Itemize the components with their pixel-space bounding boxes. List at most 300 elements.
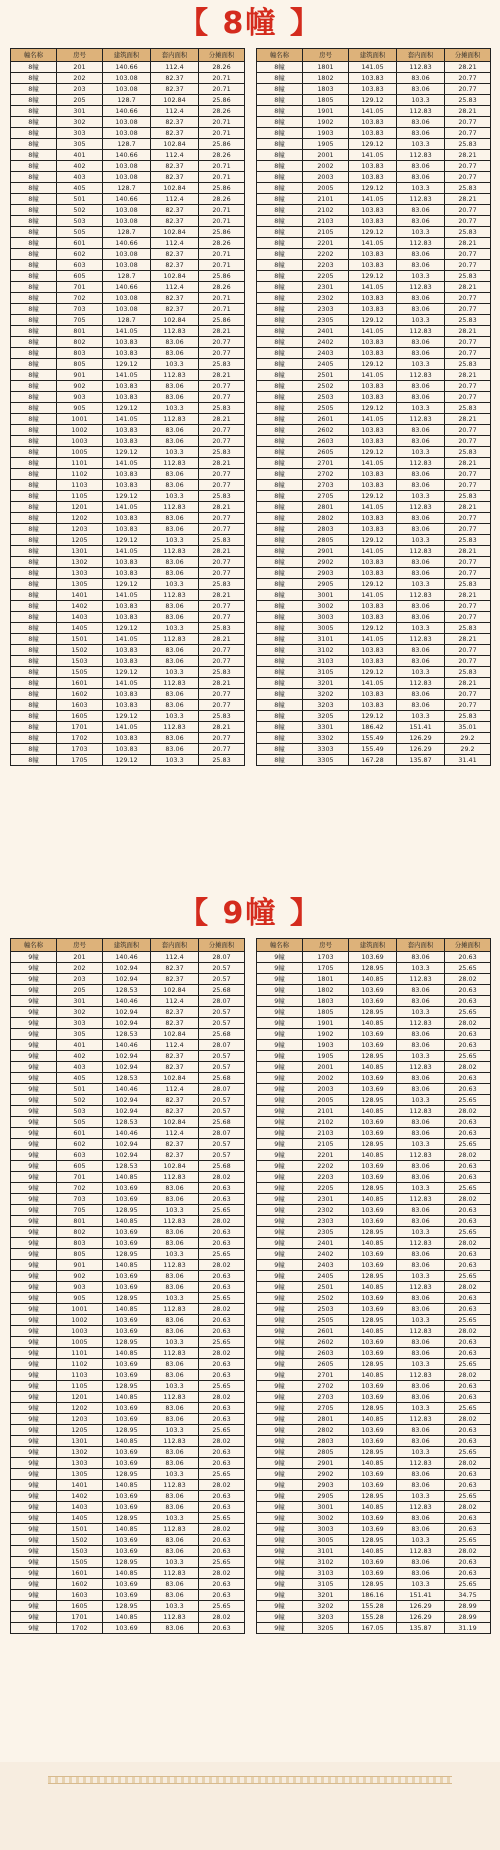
table-cell: 83.06 bbox=[397, 1348, 445, 1359]
table-cell: 126.29 bbox=[397, 1601, 445, 1612]
table-cell: 28.07 bbox=[199, 1040, 245, 1051]
table-cell: 128.95 bbox=[349, 1491, 397, 1502]
table-cell: 8幢 bbox=[11, 293, 57, 304]
table-cell: 8幢 bbox=[11, 568, 57, 579]
table-cell: 103.69 bbox=[349, 1073, 397, 1084]
table-cell: 103.3 bbox=[151, 1293, 199, 1304]
table-cell: 103.83 bbox=[103, 656, 151, 667]
table-cell: 205 bbox=[57, 985, 103, 996]
column-header: 套内面积 bbox=[151, 939, 199, 952]
table-row bbox=[11, 1282, 245, 1293]
table-cell: 2705 bbox=[303, 491, 349, 502]
table-cell: 8幢 bbox=[11, 502, 57, 513]
table-cell: 2405 bbox=[303, 359, 349, 370]
table-cell: 20.77 bbox=[199, 469, 245, 480]
table-cell: 8幢 bbox=[11, 227, 57, 238]
table-row bbox=[257, 1612, 491, 1623]
table-cell: 1703 bbox=[303, 952, 349, 963]
table-row bbox=[11, 1546, 245, 1557]
table-cell: 1303 bbox=[57, 1458, 103, 1469]
table-cell: 140.66 bbox=[103, 150, 151, 161]
table-cell: 8幢 bbox=[257, 392, 303, 403]
table-row bbox=[11, 700, 245, 711]
table-row bbox=[257, 1117, 491, 1128]
table-row bbox=[257, 513, 491, 524]
table-cell: 28.07 bbox=[199, 996, 245, 1007]
table-row bbox=[11, 1194, 245, 1205]
table-cell: 103.69 bbox=[103, 1227, 151, 1238]
table-cell: 9幢 bbox=[11, 1139, 57, 1150]
table-cell: 1402 bbox=[57, 1491, 103, 1502]
table-cell: 112.83 bbox=[151, 1216, 199, 1227]
table-cell: 112.83 bbox=[397, 1062, 445, 1073]
table-cell: 83.06 bbox=[397, 524, 445, 535]
table-cell: 103.3 bbox=[397, 227, 445, 238]
table-cell: 8幢 bbox=[257, 667, 303, 678]
table-cell: 112.83 bbox=[151, 326, 199, 337]
table-cell: 103.69 bbox=[103, 1403, 151, 1414]
table-cell: 103.69 bbox=[349, 1205, 397, 1216]
table-cell: 9幢 bbox=[257, 1403, 303, 1414]
table-row bbox=[11, 1293, 245, 1304]
table-row bbox=[257, 1535, 491, 1546]
table-cell: 20.63 bbox=[199, 1535, 245, 1546]
table-cell: 20.63 bbox=[445, 1029, 491, 1040]
table-cell: 3003 bbox=[303, 1524, 349, 1535]
table-row bbox=[11, 1304, 245, 1315]
table-cell: 103.69 bbox=[103, 1414, 151, 1425]
table-cell: 20.63 bbox=[199, 1282, 245, 1293]
table-cell: 401 bbox=[57, 1040, 103, 1051]
table-cell: 112.4 bbox=[151, 282, 199, 293]
table-cell: 9幢 bbox=[257, 1392, 303, 1403]
table-cell: 112.83 bbox=[397, 150, 445, 161]
table-cell: 25.83 bbox=[445, 535, 491, 546]
table-cell: 403 bbox=[57, 1062, 103, 1073]
table-row bbox=[11, 711, 245, 722]
table-cell: 20.63 bbox=[199, 1271, 245, 1282]
table-cell: 128.53 bbox=[103, 1161, 151, 1172]
table-row bbox=[11, 1590, 245, 1601]
table-cell: 103.3 bbox=[151, 667, 199, 678]
table-cell: 83.06 bbox=[151, 381, 199, 392]
table-cell: 82.37 bbox=[151, 963, 199, 974]
table-row bbox=[257, 996, 491, 1007]
table-cell: 9幢 bbox=[257, 1414, 303, 1425]
table-cell: 155.49 bbox=[349, 733, 397, 744]
table-cell: 83.06 bbox=[397, 1260, 445, 1271]
table-cell: 8幢 bbox=[11, 678, 57, 689]
table-row bbox=[11, 1447, 245, 1458]
table-cell: 8幢 bbox=[257, 249, 303, 260]
table-cell: 25.83 bbox=[445, 403, 491, 414]
table-cell: 25.65 bbox=[445, 1315, 491, 1326]
table-row bbox=[11, 1205, 245, 1216]
table-cell: 103.08 bbox=[103, 73, 151, 84]
table-cell: 102.84 bbox=[151, 271, 199, 282]
table-cell: 83.06 bbox=[397, 1128, 445, 1139]
table-cell: 2002 bbox=[303, 1073, 349, 1084]
table-cell: 9幢 bbox=[11, 1293, 57, 1304]
table-cell: 103.83 bbox=[349, 601, 397, 612]
table-cell: 112.4 bbox=[151, 1040, 199, 1051]
table-row bbox=[11, 996, 245, 1007]
table-row bbox=[257, 1370, 491, 1381]
table-cell: 28.02 bbox=[445, 1282, 491, 1293]
table-cell: 1801 bbox=[303, 62, 349, 73]
table-cell: 25.83 bbox=[199, 535, 245, 546]
table-cell: 140.85 bbox=[103, 1524, 151, 1535]
table-cell: 102.94 bbox=[103, 1095, 151, 1106]
table-cell: 25.83 bbox=[199, 711, 245, 722]
table-cell: 128.95 bbox=[349, 1315, 397, 1326]
table-cell: 103.3 bbox=[397, 1403, 445, 1414]
table-cell: 83.06 bbox=[151, 1403, 199, 1414]
table-cell: 603 bbox=[57, 1150, 103, 1161]
table-cell: 20.63 bbox=[199, 1370, 245, 1381]
table-cell: 20.63 bbox=[445, 1469, 491, 1480]
table-cell: 28.21 bbox=[199, 326, 245, 337]
table-cell: 141.05 bbox=[103, 634, 151, 645]
table-cell: 25.65 bbox=[445, 1403, 491, 1414]
table-cell: 8幢 bbox=[11, 271, 57, 282]
table-cell: 151.41 bbox=[397, 1590, 445, 1601]
table-cell: 9幢 bbox=[11, 1447, 57, 1458]
table-cell: 8幢 bbox=[11, 194, 57, 205]
table-cell: 103.83 bbox=[103, 337, 151, 348]
table-row bbox=[257, 1414, 491, 1425]
table-cell: 25.83 bbox=[199, 755, 245, 766]
table-cell: 103.69 bbox=[349, 1161, 397, 1172]
table-cell: 9幢 bbox=[11, 1194, 57, 1205]
table-cell: 301 bbox=[57, 106, 103, 117]
table-cell: 9幢 bbox=[257, 1073, 303, 1084]
table-cell: 2003 bbox=[303, 172, 349, 183]
table-cell: 103.3 bbox=[397, 711, 445, 722]
table-cell: 129.12 bbox=[349, 95, 397, 106]
table-cell: 1805 bbox=[303, 1007, 349, 1018]
table-cell: 2102 bbox=[303, 205, 349, 216]
table-row bbox=[11, 1216, 245, 1227]
table-cell: 9幢 bbox=[257, 1007, 303, 1018]
table-cell: 8幢 bbox=[257, 700, 303, 711]
table-cell: 25.68 bbox=[199, 1073, 245, 1084]
table-cell: 112.4 bbox=[151, 1128, 199, 1139]
table-cell: 82.37 bbox=[151, 1106, 199, 1117]
table-cell: 2101 bbox=[303, 1106, 349, 1117]
table-cell: 28.02 bbox=[199, 1612, 245, 1623]
table-cell: 2905 bbox=[303, 1491, 349, 1502]
table-row bbox=[11, 546, 245, 557]
table-cell: 8幢 bbox=[257, 205, 303, 216]
table-cell: 1303 bbox=[57, 568, 103, 579]
table-cell: 103.83 bbox=[103, 524, 151, 535]
table-cell: 1201 bbox=[57, 502, 103, 513]
table-cell: 25.83 bbox=[199, 579, 245, 590]
table-cell: 83.06 bbox=[397, 952, 445, 963]
table-cell: 20.77 bbox=[445, 425, 491, 436]
table-cell: 20.63 bbox=[445, 1073, 491, 1084]
table-cell: 82.37 bbox=[151, 1007, 199, 1018]
table-row bbox=[11, 194, 245, 205]
table-row bbox=[257, 260, 491, 271]
table-cell: 8幢 bbox=[257, 425, 303, 436]
table-cell: 135.87 bbox=[397, 1623, 445, 1634]
table-cell: 141.05 bbox=[349, 326, 397, 337]
table-cell: 140.66 bbox=[103, 106, 151, 117]
table-row bbox=[11, 1557, 245, 1568]
table-cell: 20.63 bbox=[445, 952, 491, 963]
table-cell: 28.21 bbox=[445, 458, 491, 469]
table-row bbox=[257, 1359, 491, 1370]
table-cell: 129.12 bbox=[103, 711, 151, 722]
table-row bbox=[11, 1535, 245, 1546]
table-cell: 20.77 bbox=[199, 689, 245, 700]
table-cell: 20.77 bbox=[199, 513, 245, 524]
table-row bbox=[11, 535, 245, 546]
table-cell: 8幢 bbox=[257, 568, 303, 579]
table-cell: 20.63 bbox=[199, 1326, 245, 1337]
table-cell: 102.94 bbox=[103, 1051, 151, 1062]
table-cell: 128.53 bbox=[103, 985, 151, 996]
table-cell: 20.77 bbox=[199, 524, 245, 535]
table-cell: 25.83 bbox=[199, 623, 245, 634]
table-cell: 103.3 bbox=[151, 491, 199, 502]
table-row bbox=[257, 1029, 491, 1040]
table-cell: 140.85 bbox=[103, 1436, 151, 1447]
table-cell: 83.06 bbox=[397, 216, 445, 227]
table-cell: 9幢 bbox=[11, 1271, 57, 1282]
table-cell: 102.94 bbox=[103, 1062, 151, 1073]
table-cell: 803 bbox=[57, 348, 103, 359]
table-cell: 128.95 bbox=[349, 1095, 397, 1106]
table-cell: 3203 bbox=[303, 1612, 349, 1623]
column-header: 房号 bbox=[303, 939, 349, 952]
table-cell: 83.06 bbox=[397, 480, 445, 491]
table-cell: 9幢 bbox=[11, 1205, 57, 1216]
table-cell: 401 bbox=[57, 150, 103, 161]
table-cell: 802 bbox=[57, 337, 103, 348]
table-cell: 141.05 bbox=[349, 634, 397, 645]
table-cell: 103.3 bbox=[151, 535, 199, 546]
table-cell: 8幢 bbox=[11, 326, 57, 337]
table-row bbox=[11, 645, 245, 656]
table-cell: 1005 bbox=[57, 1337, 103, 1348]
column-header: 建筑面积 bbox=[349, 49, 397, 62]
table-cell: 83.06 bbox=[151, 1183, 199, 1194]
table-cell: 102.94 bbox=[103, 1018, 151, 1029]
table-cell: 140.85 bbox=[349, 1546, 397, 1557]
table-cell: 20.63 bbox=[445, 1084, 491, 1095]
table-row bbox=[11, 1381, 245, 1392]
table-cell: 701 bbox=[57, 1172, 103, 1183]
table-cell: 112.83 bbox=[397, 282, 445, 293]
table-cell: 83.06 bbox=[397, 700, 445, 711]
table-cell: 8幢 bbox=[11, 370, 57, 381]
table-cell: 28.21 bbox=[445, 106, 491, 117]
table-cell: 83.06 bbox=[397, 117, 445, 128]
table-row bbox=[11, 249, 245, 260]
table-cell: 82.37 bbox=[151, 1139, 199, 1150]
table-cell: 20.63 bbox=[445, 1557, 491, 1568]
table-row bbox=[257, 1337, 491, 1348]
table-cell: 8幢 bbox=[257, 733, 303, 744]
table-cell: 1501 bbox=[57, 634, 103, 645]
table-cell: 1705 bbox=[57, 755, 103, 766]
table-cell: 83.06 bbox=[397, 1436, 445, 1447]
table-cell: 28.02 bbox=[199, 1436, 245, 1447]
table-cell: 25.86 bbox=[199, 271, 245, 282]
table-cell: 8幢 bbox=[11, 524, 57, 535]
table-cell: 1802 bbox=[303, 985, 349, 996]
table-cell: 1901 bbox=[303, 106, 349, 117]
table-cell: 601 bbox=[57, 1128, 103, 1139]
table-row bbox=[11, 1007, 245, 1018]
table-cell: 1805 bbox=[303, 95, 349, 106]
table-cell: 83.06 bbox=[151, 1546, 199, 1557]
column-header: 套内面积 bbox=[397, 939, 445, 952]
table-cell: 103.69 bbox=[103, 1458, 151, 1469]
table-cell: 25.83 bbox=[199, 667, 245, 678]
table-row bbox=[11, 1469, 245, 1480]
table-cell: 103.3 bbox=[151, 359, 199, 370]
table-row bbox=[11, 1271, 245, 1282]
table-cell: 20.71 bbox=[199, 249, 245, 260]
table-cell: 83.06 bbox=[397, 425, 445, 436]
table-cell: 128.95 bbox=[349, 1403, 397, 1414]
table-cell: 1205 bbox=[57, 535, 103, 546]
table-cell: 83.06 bbox=[151, 568, 199, 579]
table-cell: 403 bbox=[57, 172, 103, 183]
table-cell: 2901 bbox=[303, 1458, 349, 1469]
table-cell: 803 bbox=[57, 1238, 103, 1249]
table-cell: 3102 bbox=[303, 1557, 349, 1568]
table-cell: 9幢 bbox=[11, 1425, 57, 1436]
table-cell: 8幢 bbox=[257, 469, 303, 480]
table-cell: 9幢 bbox=[11, 1469, 57, 1480]
table-cell: 140.85 bbox=[349, 1326, 397, 1337]
table-row bbox=[257, 161, 491, 172]
table-cell: 3301 bbox=[303, 722, 349, 733]
table-row bbox=[257, 645, 491, 656]
table-cell: 25.86 bbox=[199, 95, 245, 106]
table-cell: 20.63 bbox=[445, 996, 491, 1007]
table-cell: 141.05 bbox=[349, 502, 397, 513]
table-cell: 2002 bbox=[303, 161, 349, 172]
table-cell: 3303 bbox=[303, 744, 349, 755]
table-cell: 9幢 bbox=[11, 1612, 57, 1623]
table-row bbox=[257, 524, 491, 535]
table-cell: 103.69 bbox=[103, 1502, 151, 1513]
table-row bbox=[257, 700, 491, 711]
table-cell: 20.77 bbox=[445, 293, 491, 304]
table-cell: 302 bbox=[57, 117, 103, 128]
table-cell: 705 bbox=[57, 1205, 103, 1216]
table-cell: 8幢 bbox=[11, 645, 57, 656]
table-row bbox=[257, 1040, 491, 1051]
table-row bbox=[257, 1458, 491, 1469]
table-cell: 83.06 bbox=[151, 436, 199, 447]
table-row bbox=[11, 579, 245, 590]
table-cell: 2702 bbox=[303, 1381, 349, 1392]
table-cell: 83.06 bbox=[397, 304, 445, 315]
table-cell: 8幢 bbox=[11, 722, 57, 733]
table-row bbox=[11, 84, 245, 95]
table-row bbox=[257, 469, 491, 480]
table-cell: 103.83 bbox=[103, 601, 151, 612]
table-cell: 28.21 bbox=[445, 370, 491, 381]
table-cell: 83.06 bbox=[397, 1205, 445, 1216]
table-cell: 2703 bbox=[303, 1392, 349, 1403]
column-header: 套内面积 bbox=[397, 49, 445, 62]
table-row bbox=[257, 1491, 491, 1502]
table-cell: 83.06 bbox=[151, 392, 199, 403]
table-cell: 83.06 bbox=[397, 1117, 445, 1128]
table-cell: 83.06 bbox=[397, 1073, 445, 1084]
table-cell: 20.63 bbox=[445, 1513, 491, 1524]
table-cell: 1202 bbox=[57, 513, 103, 524]
table-cell: 8幢 bbox=[257, 348, 303, 359]
table-row bbox=[257, 689, 491, 700]
table-cell: 103.69 bbox=[349, 1040, 397, 1051]
table-cell: 9幢 bbox=[257, 1260, 303, 1271]
table-cell: 186.42 bbox=[349, 722, 397, 733]
table-cell: 8幢 bbox=[257, 458, 303, 469]
table-cell: 129.12 bbox=[349, 403, 397, 414]
table-cell: 25.83 bbox=[199, 403, 245, 414]
table-cell: 1803 bbox=[303, 996, 349, 1007]
table-cell: 128.7 bbox=[103, 271, 151, 282]
table-cell: 28.21 bbox=[445, 194, 491, 205]
table-cell: 2102 bbox=[303, 1117, 349, 1128]
table-cell: 20.63 bbox=[445, 1249, 491, 1260]
table-cell: 103.83 bbox=[349, 205, 397, 216]
table-cell: 102.94 bbox=[103, 974, 151, 985]
table-cell: 9幢 bbox=[257, 1436, 303, 1447]
table-cell: 8幢 bbox=[257, 590, 303, 601]
table-cell: 128.95 bbox=[349, 963, 397, 974]
table-row bbox=[257, 436, 491, 447]
table-cell: 20.63 bbox=[199, 1458, 245, 1469]
table-row bbox=[11, 623, 245, 634]
table-cell: 9幢 bbox=[257, 1183, 303, 1194]
table-cell: 9幢 bbox=[11, 1480, 57, 1491]
table-cell: 9幢 bbox=[11, 1073, 57, 1084]
table-row bbox=[257, 1524, 491, 1535]
table-cell: 20.63 bbox=[199, 1194, 245, 1205]
table-cell: 2605 bbox=[303, 447, 349, 458]
table-cell: 20.63 bbox=[445, 1293, 491, 1304]
table-cell: 8幢 bbox=[11, 480, 57, 491]
table-cell: 112.83 bbox=[151, 1392, 199, 1403]
table-cell: 102.84 bbox=[151, 985, 199, 996]
table-cell: 502 bbox=[57, 1095, 103, 1106]
table-cell: 25.86 bbox=[199, 315, 245, 326]
table-row bbox=[257, 667, 491, 678]
table-cell: 103.3 bbox=[397, 1271, 445, 1282]
table-row bbox=[257, 634, 491, 645]
table-cell: 83.06 bbox=[151, 1194, 199, 1205]
table-row bbox=[257, 1007, 491, 1018]
table-row bbox=[257, 557, 491, 568]
table-cell: 103.3 bbox=[151, 1425, 199, 1436]
table-cell: 805 bbox=[57, 359, 103, 370]
table-cell: 103.3 bbox=[151, 1513, 199, 1524]
table-cell: 25.65 bbox=[199, 1557, 245, 1568]
column-header: 幢名称 bbox=[257, 939, 303, 952]
table-cell: 103.69 bbox=[349, 1524, 397, 1535]
table-cell: 20.77 bbox=[445, 172, 491, 183]
